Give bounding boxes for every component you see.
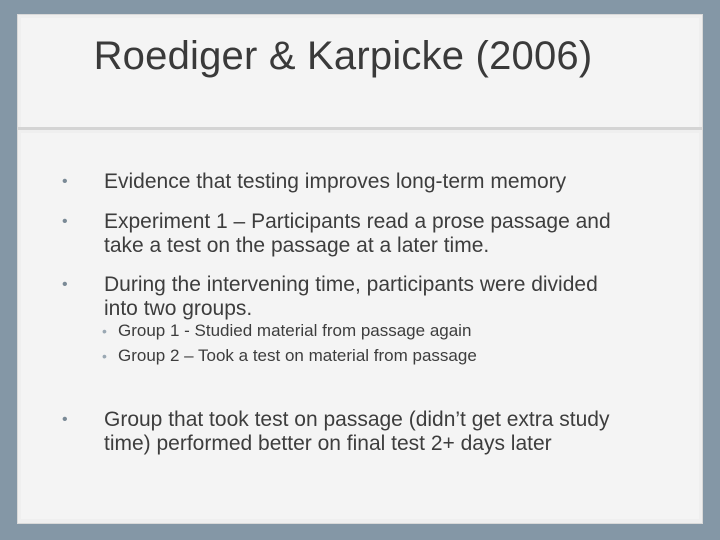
bullet-text: Evidence that testing improves long-term memory <box>104 170 567 193</box>
bullet-text: Group that took test on passage (didn’t get extra study <box>104 408 610 431</box>
sub-bullet-dot: • <box>102 323 107 339</box>
bullet-dot: • <box>62 173 68 190</box>
sub-bullet-item <box>102 346 618 366</box>
sub-bullet-text: Group 2 – Took a test on material from passage <box>118 346 477 365</box>
bullet-dot: • <box>62 276 68 293</box>
bullet-item <box>62 273 646 321</box>
bullet-dot: • <box>62 411 68 428</box>
bullet-item <box>62 210 646 258</box>
bullet-text: Experiment 1 – Participants read a prose passage and <box>104 210 611 233</box>
bullet-text-continued: take a test on the passage at a later time. <box>104 234 490 257</box>
sub-bullet-item <box>102 321 618 341</box>
sub-bullet-text: Group 1 - Studied material from passage again <box>118 321 472 340</box>
bullet-item <box>62 170 646 194</box>
sub-bullet-dot: • <box>102 348 107 364</box>
bullet-text: During the intervening time, participants were divided <box>104 273 598 296</box>
bullet-dot: • <box>62 213 68 230</box>
bullet-text-continued: into two groups. <box>104 297 253 320</box>
bullet-item <box>62 408 646 456</box>
slide-title: Roediger & Karpicke (2006) <box>93 34 593 78</box>
bullet-text-continued: time) performed better on final test 2+ days later <box>104 432 552 455</box>
title-divider <box>18 127 702 130</box>
